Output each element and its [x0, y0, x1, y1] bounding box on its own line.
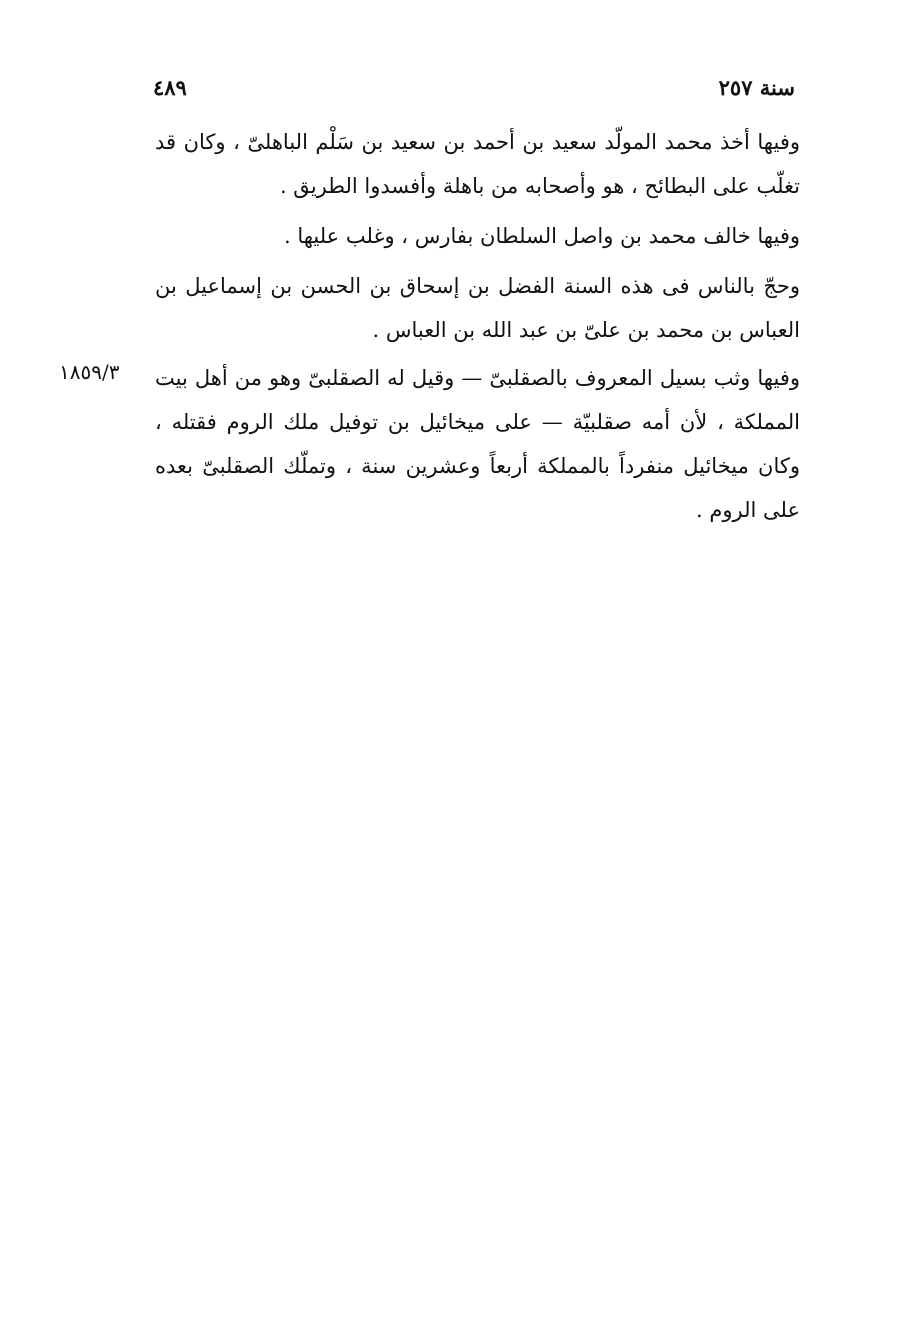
paragraph-2: وفيها خالف محمد بن واصل السلطان بفارس ، وغلب عليها .	[283, 224, 800, 248]
margin-reference-note: ١٨٥٩/٣	[59, 360, 120, 384]
page-number: ٤٨٩	[153, 75, 187, 100]
paragraph-1: وفيها أخذ محمد المولّد سعيد بن أحمد بن سعيد بن سَلْم الباهلىّ ، وكان قد تغلّب على البطائح ، هو وأصحابه من باهلة وأفسدوا الطريق .	[155, 130, 800, 198]
running-header-year: سنة ٢٥٧	[718, 75, 795, 100]
paragraph-4: وفيها وثب بسيل المعروف بالصقلبىّ — وقيل له الصقلبىّ وهو من أهل بيت المملكة ، لأن أمه صقلبيّة — على ميخائيل بن توفيل ملك الروم فقتله ، وكان ميخائيل منفرداً بالمملكة أربعاً وعشرين سنة ، وتملّك الصقلبىّ بعده على الروم .	[155, 366, 800, 522]
paragraph-3: وحجّ بالناس فى هذه السنة الفضل بن إسحاق بن الحسن بن إسماعيل بن العباس بن محمد بن علىّ بن عبد الله بن العباس .	[155, 274, 800, 342]
